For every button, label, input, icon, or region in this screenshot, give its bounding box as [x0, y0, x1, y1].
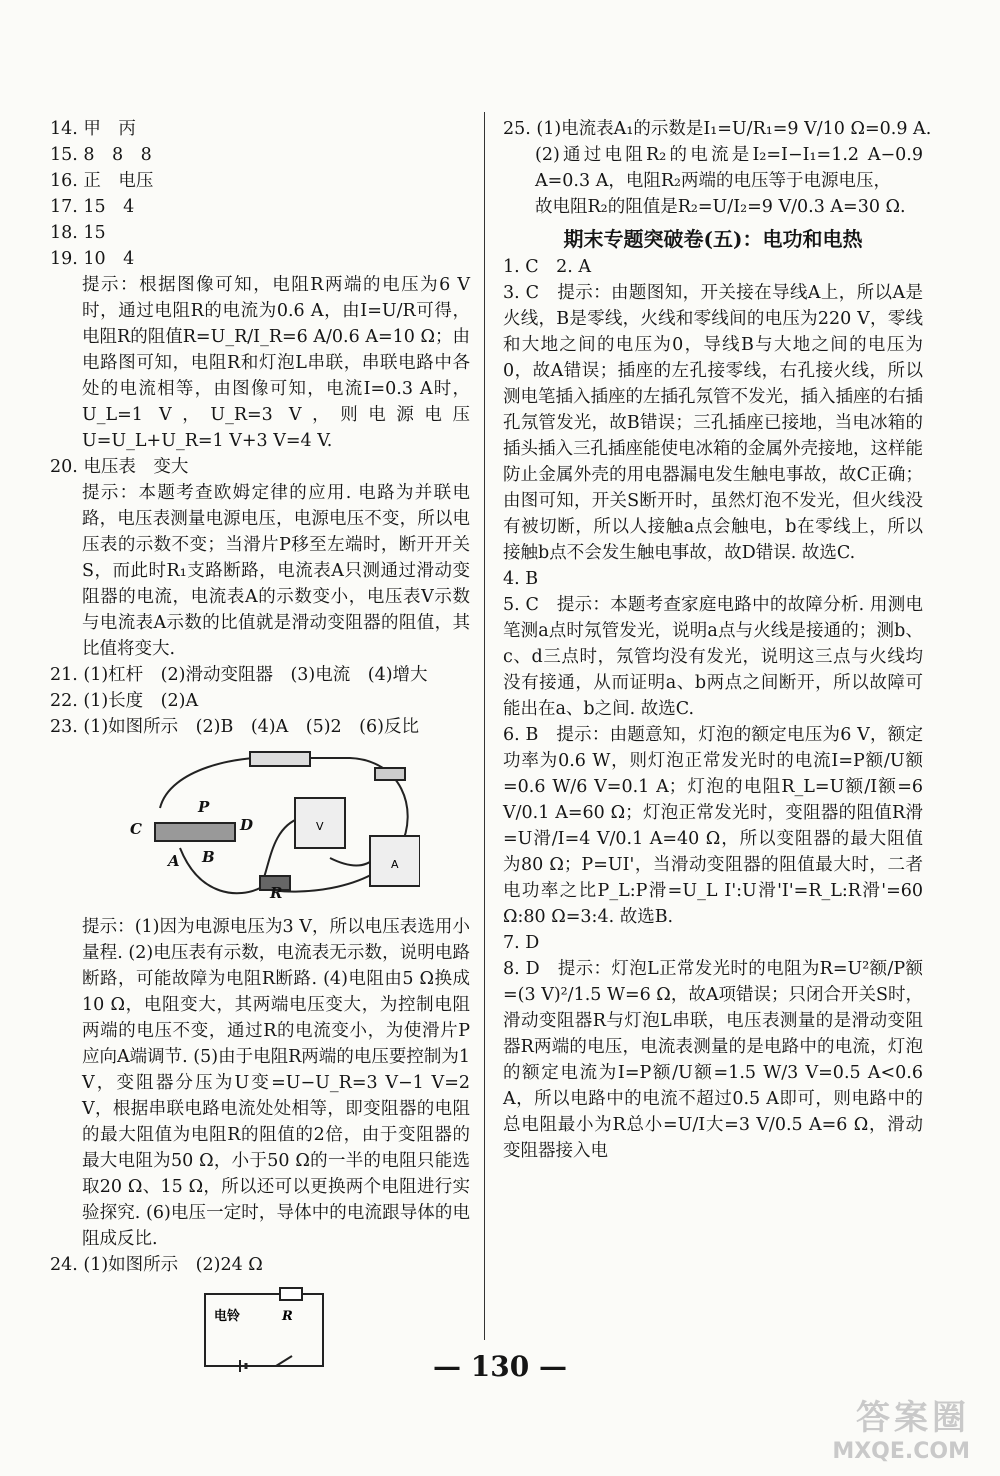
- label-D: D: [240, 816, 254, 834]
- label-C: C: [130, 820, 142, 838]
- circuit-diagram-23: [120, 748, 420, 898]
- answer-21: 21. (1)杠杆 (2)滑动变阻器 (3)电流 (4)增大: [50, 665, 428, 685]
- answer-25-part1: 25. (1)电流表A₁的示数是I₁=U/R₁=9 V/10 Ω=0.9 A.: [503, 119, 932, 139]
- resistor: [280, 1288, 302, 1300]
- answer-25-part2: (2)通过电阻R₂的电流是I₂=I−I₁=1.2 A−0.9 A=0.3 A，电阻R₂两端的电压等于电源电压，: [535, 145, 923, 191]
- answer-4: 4. B: [503, 569, 539, 589]
- watermark-text: 答案圈: [856, 1398, 970, 1438]
- bell-label: 电铃: [214, 1309, 241, 1324]
- answer-25-part3: 故电阻R₂的阻值是R₂=U/I₂=9 V/0.3 A=30 Ω.: [535, 197, 906, 217]
- battery-pack: [250, 752, 310, 766]
- answer-17: 17. 15 4: [50, 197, 135, 217]
- answer-16: 16. 正 电压: [50, 171, 154, 191]
- answer-1-2: 1. C 2. A: [503, 257, 592, 277]
- answer-19: 19. 10 4: [50, 249, 135, 269]
- page-number: — 130 —: [433, 1350, 567, 1383]
- label-B: B: [202, 848, 215, 866]
- answer-3: 3. C 提示：由题图知，开关接在导线A上，所以A是火线，B是零线，火线和零线间的电压为220 V，零线和大地之间的电压为0，导线B与大地之间的电压为0，故A错误；插座的左孔接零线，右孔接火线，所以测电笔插入插座的左插孔氖管不发光，插入插座的右插孔氖管发光，故B错误；三孔插座已接地，当电冰箱的插头插入三孔插座能使电冰箱的金属外壳接地，这样能防止金属外壳的用电器漏电发生触电事故，故C正确；由图可知，开关S断开时，虽然灯泡不发光，但火线没有被切断，所以人接触a点会触电，b在零线上，所以接触b点不会发生触电事故，故D错误. 故选C.: [503, 283, 923, 563]
- resistor-label: R: [282, 1309, 293, 1324]
- left-column: [50, 116, 470, 1382]
- right-column: [503, 116, 932, 1164]
- watermark-logo: [810, 1390, 970, 1470]
- answer-7: 7. D: [503, 933, 540, 953]
- answer-8: 8. D 提示：灯泡L正常发光时的电阻为R=U²额/P额=(3 V)²/1.5 W=6 Ω，故A项错误；只闭合开关S时，滑动变阻器R与灯泡L串联，电压表测量的是滑动变阻器R两端的电压，电流表测量的是电路中的电流，灯泡的额定电流为I=P额/U额=1.5 W/3 V=0.5 A<0.6 A，所以电路中的电流不超过0.5 A即可，则电路中的总电阻最小为R总小=U/I大=3 V/0.5 A=6 Ω，滑动变阻器接入电: [503, 959, 923, 1161]
- label-R: R: [270, 884, 283, 898]
- column-divider: [484, 112, 485, 1340]
- answer-22: 22. (1)长度 (2)A: [50, 691, 199, 711]
- answer-6: 6. B 提示：由题意知，灯泡的额定电压为6 V，额定功率为0.6 W，则灯泡正常发光时的电流I=P额/U额=0.6 W/6 V=0.1 A；灯泡的电阻R_L=U额/I额=6 V/0.1 A=60 Ω；灯泡正常发光时，变阻器的阻值R滑=U滑/I=4 V/0.1 A=40 Ω，所以变阻器的最大阻值为80 Ω；P=UI'，当滑动变阻器的阻值最大时，二者电功率之比P_L:P滑=U_L I':U滑'I'=R_L:R滑'=60 Ω:80 Ω=3:4. 故选B.: [503, 725, 923, 927]
- answer-23: 23. (1)如图所示 (2)B (4)A (5)2 (6)反比: [50, 717, 419, 737]
- section-title: 期末专题突破卷(五)：电功和电热: [563, 227, 863, 251]
- hint-19: 提示：根据图像可知，电阻R两端的电压为6 V时，通过电阻R的电流为0.6 A，由I=U/R可得，电阻R的阻值R=U_R/I_R=6 A/0.6 A=10 Ω；由电路图可知，电阻R和灯泡L串联，串联电路中各处的电流相等，由图像可知，电流I=0.3 A时，U_L=1 V，U_R=3 V，则电源电压U=U_L+U_R=1 V+3 V=4 V.: [82, 275, 470, 451]
- answer-18: 18. 15: [50, 223, 106, 243]
- answer-20: 20. 电压表 变大: [50, 457, 189, 477]
- watermark-url: MXQE.COM: [832, 1439, 970, 1464]
- answer-5: 5. C 提示：本题考查家庭电路中的故障分析. 用测电笔测a点时氖管发光，说明a点与火线是接通的；测b、c、d三点时，氖管均没有发光，说明这三点与火线均没有接通，从而证明a、b两点之间断开，所以故障可能出在a、b之间. 故选C.: [503, 595, 923, 719]
- label-P: P: [198, 798, 210, 816]
- answer-24: 24. (1)如图所示 (2)24 Ω: [50, 1255, 263, 1275]
- answer-14: 14. 甲 丙: [50, 119, 136, 139]
- rheostat: [155, 823, 235, 841]
- hint-23: 提示：(1)因为电源电压为3 V，所以电压表选用小量程. (2)电压表有示数，电流表无示数，说明电路断路，可能故障为电阻R断路. (4)电阻由5 Ω换成10 Ω，电阻变大，其两端电压变大，为控制电阻两端的电压不变，通过R的电流变小，为使滑片P应向A端调节. (5)由于电阻R两端的电压要控制为1 V，变阻器分压为U变=U−U_R=3 V−1 V=2 V，根据串联电路电流处处相等，即变阻器的电阻的最大阻值为电阻R的阻值的2倍，由于变阻器的最大电阻为50 Ω，小于50 Ω的一半的电阻只能选取20 Ω、15 Ω，所以还可以更换两个电阻进行实验探究. (6)电压一定时，导体中的电流跟导体的电阻成反比.: [82, 917, 470, 1249]
- voltmeter-label: V: [316, 820, 324, 833]
- switch: [375, 768, 405, 780]
- label-A: A: [168, 852, 180, 870]
- ammeter-label: A: [391, 858, 399, 871]
- hint-20: 提示：本题考查欧姆定律的应用. 电路为并联电路，电压表测量电源电压，电源电压不变，所以电压表的示数不变；当滑片P移至左端时，断开开关S，而此时R₁支路断路，电流表A只测通过滑动变阻器的电流，电流表A的示数变小，电压表V示数与电流表A示数的比值就是滑动变阻器的阻值，其比值将变大.: [82, 483, 470, 659]
- answer-15: 15. 8 8 8: [50, 145, 152, 165]
